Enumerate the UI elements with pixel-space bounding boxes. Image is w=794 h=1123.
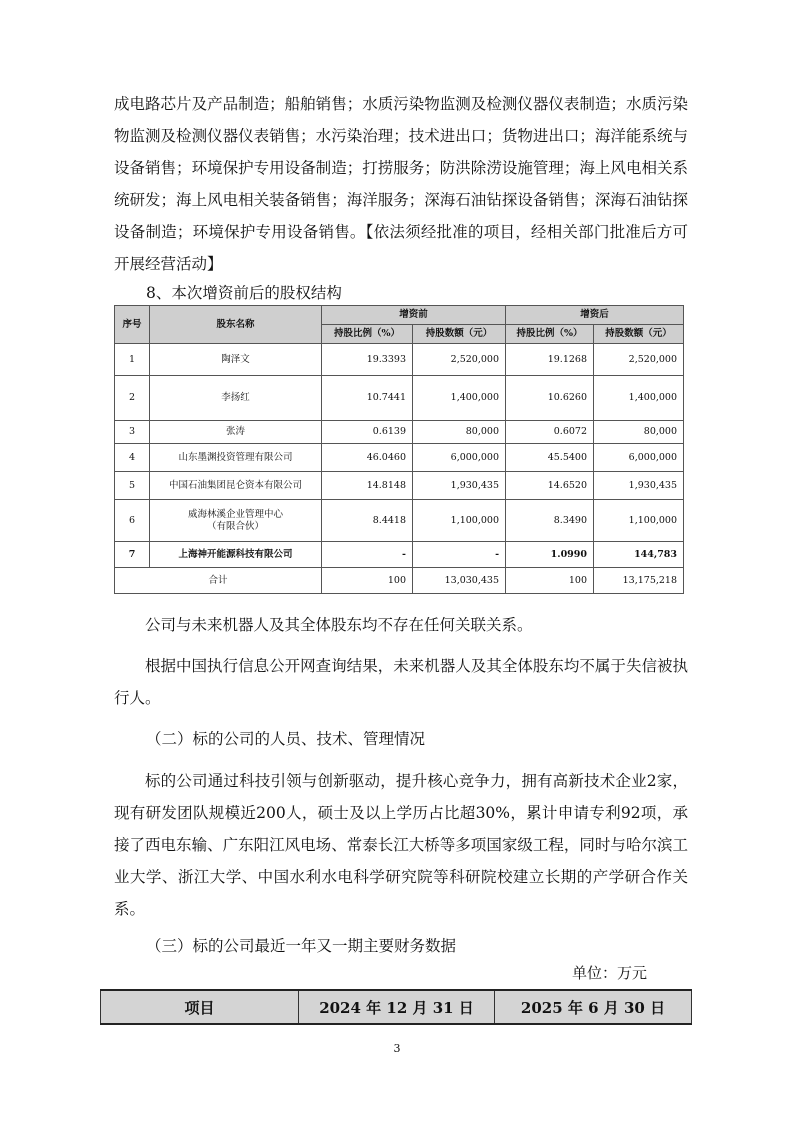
after-amount: 80,000 xyxy=(594,421,684,444)
before-amount: 1,400,000 xyxy=(413,376,506,421)
total-after-amount: 13,175,218 xyxy=(594,568,684,594)
header-before-amount: 持股数额（元） xyxy=(413,325,506,344)
before-ratio: 0.6139 xyxy=(322,421,413,444)
before-ratio: - xyxy=(322,542,413,568)
shareholder-name: 陶泽文 xyxy=(150,344,322,376)
total-before-ratio: 100 xyxy=(322,568,413,594)
table-row xyxy=(115,500,684,542)
shareholder-name: 中国石油集团昆仑资本有限公司 xyxy=(150,472,322,500)
financial-data-table xyxy=(100,989,692,1025)
after-ratio: 10.6260 xyxy=(506,376,594,421)
after-amount: 1,100,000 xyxy=(594,500,684,542)
after-amount: 144,783 xyxy=(594,542,684,568)
before-amount: 1,930,435 xyxy=(413,472,506,500)
header-after-capital-increase: 增资后 xyxy=(506,306,684,325)
before-amount: 2,520,000 xyxy=(413,344,506,376)
header-after-amount: 持股数额（元） xyxy=(594,325,684,344)
table-row xyxy=(115,376,684,421)
before-amount: 6,000,000 xyxy=(413,444,506,472)
unit-label: 单位：万元 xyxy=(572,964,648,982)
table-row xyxy=(115,542,684,568)
header-after-ratio: 持股比例（%） xyxy=(506,325,594,344)
before-ratio: 46.0460 xyxy=(322,444,413,472)
row-no: 5 xyxy=(115,472,150,500)
row-no: 6 xyxy=(115,500,150,542)
total-before-amount: 13,030,435 xyxy=(413,568,506,594)
header-shareholder-name: 股东名称 xyxy=(150,306,322,344)
header-item: 项目 xyxy=(101,990,299,1024)
after-ratio: 45.5400 xyxy=(506,444,594,472)
header-before-ratio: 持股比例（%） xyxy=(322,325,413,344)
after-amount: 6,000,000 xyxy=(594,444,684,472)
shareholder-name-line2: （有限合伙） xyxy=(206,520,264,532)
after-amount: 2,520,000 xyxy=(594,344,684,376)
after-ratio: 8.3490 xyxy=(506,500,594,542)
row-no: 1 xyxy=(115,344,150,376)
before-ratio: 14.8148 xyxy=(322,472,413,500)
technology-paragraph: 标的公司通过科技引领与创新驱动，提升核心竞争力，拥有高新技术企业2家，现有研发团队规模近200人，硕士及以上学历占比超30%，累计申请专利92项，承接了西电东输、广东阳江风电场、常泰长江大桥等多项国家级工程，同时与哈尔滨工业大学、浙江大学、中国水利水电科学研究院等科研院校建立长期的产学研合作关系。 xyxy=(114,772,688,918)
table-row xyxy=(115,421,684,444)
business-scope-paragraph: 成电路芯片及产品制造；船舶销售；水质污染物监测及检测仪器仪表制造；水质污染物监测及检测仪器仪表销售；水污染治理；技术进出口；货物进出口；海洋能系统与设备销售；环境保护专用设备制造；打捞服务；防洪除涝设施管理；海上风电相关系统研发；海上风电相关装备销售；海洋服务；深海石油钻探设备销售；深海石油钻探设备制造；环境保护专用设备销售。【依法须经批准的项目，经相关部门批准后方可开展经营活动】 xyxy=(114,95,688,273)
header-before-capital-increase: 增资前 xyxy=(322,306,506,325)
header-2024-12-31: 2024 年 12 月 31 日 xyxy=(299,990,495,1024)
section-personnel-title: （二）标的公司的人员、技术、管理情况 xyxy=(146,730,426,748)
after-ratio: 0.6072 xyxy=(506,421,594,444)
header-2025-06-30: 2025 年 6 月 30 日 xyxy=(495,990,692,1024)
before-amount: - xyxy=(413,542,506,568)
shareholder-name: 山东墨渊投资管理有限公司 xyxy=(150,444,322,472)
credit-paragraph: 根据中国执行信息公开网查询结果，未来机器人及其全体股东均不属于失信被执行人。 xyxy=(114,657,688,707)
shareholder-name xyxy=(150,500,322,542)
table-row xyxy=(115,444,684,472)
section-financial-title: （三）标的公司最近一年又一期主要财务数据 xyxy=(146,937,457,955)
before-amount: 1,100,000 xyxy=(413,500,506,542)
total-after-ratio: 100 xyxy=(506,568,594,594)
equity-structure-heading: 8、本次增资前后的股权结构 xyxy=(146,284,342,302)
shareholder-name: 上海神开能源科技有限公司 xyxy=(150,542,322,568)
after-amount: 1,400,000 xyxy=(594,376,684,421)
row-no: 4 xyxy=(115,444,150,472)
shareholder-name-line1: 威海林溪企业管理中心 xyxy=(187,508,283,520)
after-ratio: 19.1268 xyxy=(506,344,594,376)
table-row xyxy=(115,344,684,376)
table-total-row xyxy=(115,568,684,594)
relation-paragraph: 公司与未来机器人及其全体股东均不存在任何关联关系。 xyxy=(145,616,533,634)
before-ratio: 8.4418 xyxy=(322,500,413,542)
before-ratio: 10.7441 xyxy=(322,376,413,421)
after-amount: 1,930,435 xyxy=(594,472,684,500)
after-ratio: 1.0990 xyxy=(506,542,594,568)
row-no: 3 xyxy=(115,421,150,444)
before-amount: 80,000 xyxy=(413,421,506,444)
before-ratio: 19.3393 xyxy=(322,344,413,376)
equity-structure-table xyxy=(114,305,684,594)
after-ratio: 14.6520 xyxy=(506,472,594,500)
row-no: 7 xyxy=(115,542,150,568)
shareholder-name: 张涛 xyxy=(150,421,322,444)
table-row xyxy=(115,472,684,500)
shareholder-name: 李扬红 xyxy=(150,376,322,421)
row-no: 2 xyxy=(115,376,150,421)
header-no: 序号 xyxy=(115,306,150,344)
total-label: 合计 xyxy=(115,568,322,594)
page-number: 3 xyxy=(393,1042,401,1055)
